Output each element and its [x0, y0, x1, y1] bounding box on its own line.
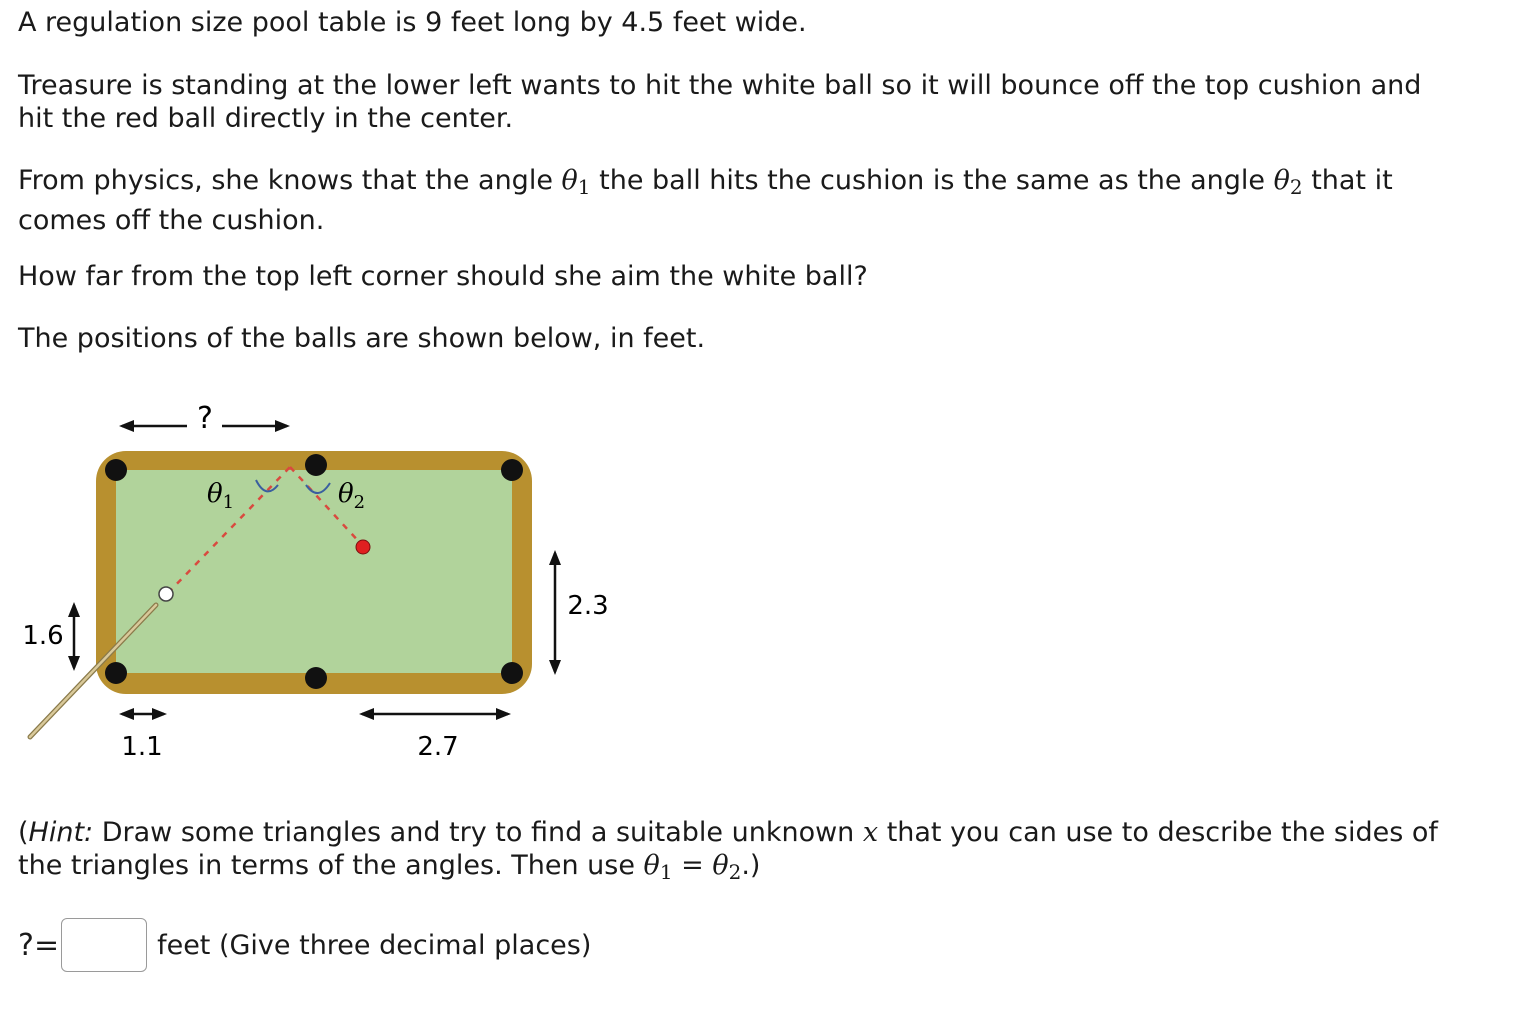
answer-equals: = — [33, 927, 60, 963]
red-height-label: 2.3 — [567, 591, 609, 621]
hint-text — [18, 816, 1438, 889]
theta-symbol: θ — [561, 165, 578, 196]
subscript-1: 1 — [222, 492, 235, 513]
pocket-top-right — [501, 459, 523, 481]
pocket-bottom-right — [501, 662, 523, 684]
text-fragment: From physics, she knows that the angle — [18, 165, 562, 196]
subscript-2: 2 — [353, 492, 366, 513]
text-fragment: Draw some triangles and try to find a suitable unknown — [93, 817, 863, 848]
equals-sign: = — [672, 850, 713, 881]
text-fragment: the ball hits the cushion is the same as the angle — [590, 165, 1274, 196]
subscript-2: 2 — [728, 860, 742, 884]
answer-input[interactable] — [61, 918, 147, 972]
pocket-bottom-left — [105, 662, 127, 684]
pool-table-diagram — [0, 380, 700, 780]
white-x-label: 1.1 — [121, 732, 163, 762]
text-fragment: that you can use to describe the sides of the triangles in terms of the angles. Then use — [18, 817, 1438, 881]
subscript-1: 1 — [659, 860, 673, 884]
red-ball — [356, 540, 370, 554]
white-height-label: 1.6 — [22, 621, 64, 651]
variable-x: x — [862, 817, 879, 848]
problem-question: How far from the top left corner should she aim the white ball? — [18, 261, 868, 292]
answer-label: ? — [18, 927, 34, 963]
problem-statement-goal: Treasure is standing at the lower left wants to hit the white ball so it will bounce off the top cushion and hit the red ball directly in the center. — [18, 70, 1422, 134]
unknown-distance-label: ? — [197, 401, 213, 436]
red-x-label: 2.7 — [417, 732, 459, 762]
theta-symbol: θ — [207, 479, 223, 509]
problem-statement-physics — [18, 164, 1438, 237]
table-felt — [116, 470, 512, 673]
pocket-bottom-middle — [305, 667, 327, 689]
theta-symbol: θ — [712, 850, 729, 881]
text-fragment: ( — [18, 817, 29, 848]
answer-units: feet (Give three decimal places) — [157, 929, 592, 961]
hint-label: Hint: — [28, 817, 94, 848]
text-fragment: that it comes off the cushion. — [18, 165, 1393, 236]
white-ball — [159, 587, 173, 601]
answer-row — [18, 914, 591, 976]
theta-symbol: θ — [1273, 165, 1290, 196]
text-fragment: .) — [741, 850, 761, 881]
subscript-2: 2 — [1289, 175, 1303, 199]
theta-symbol: θ — [643, 850, 660, 881]
problem-statement-table-size: A regulation size pool table is 9 feet long by 4.5 feet wide. — [18, 7, 807, 38]
problem-positions-note: The positions of the balls are shown below, in feet. — [18, 323, 706, 354]
subscript-1: 1 — [577, 175, 591, 199]
pocket-top-middle — [305, 454, 327, 476]
pocket-top-left — [105, 459, 127, 481]
theta-symbol: θ — [338, 479, 354, 509]
